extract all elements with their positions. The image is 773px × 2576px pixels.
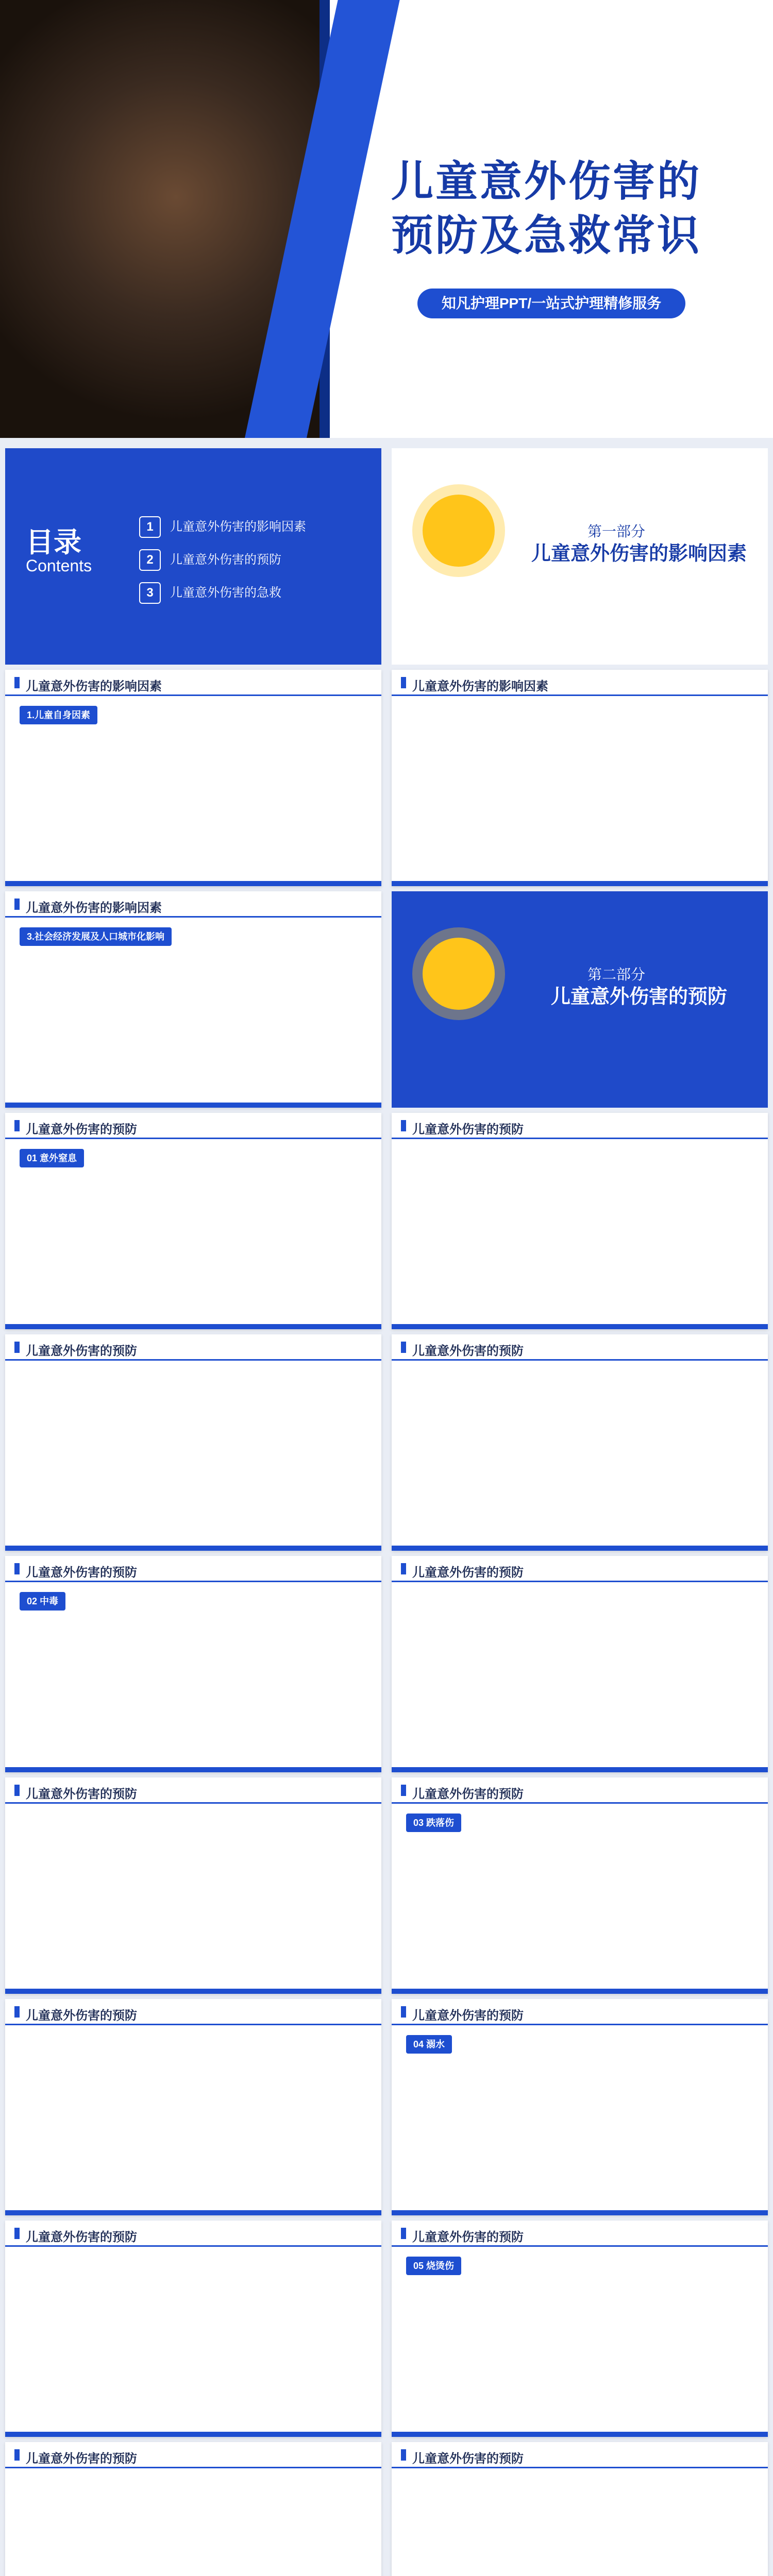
toc-title: 目录: [26, 527, 81, 558]
toc-list: [139, 505, 306, 615]
slide-tag: 1.儿童自身因素: [20, 706, 97, 724]
hero-subtitle: 知凡护理PPT/一站式护理精修服务: [417, 289, 685, 318]
slide-tag: 04 溺水: [406, 2035, 452, 2054]
slide-card: [5, 1556, 381, 1772]
slide-title: 儿童意外伤害的预防: [412, 2452, 524, 2466]
slide-card: [392, 1777, 768, 1994]
section-slide-2: [392, 891, 768, 1108]
slide-card: [392, 2221, 768, 2437]
slide-tag: 03 跌落伤: [406, 1814, 461, 1832]
toc-item[interactable]: 3 儿童意外伤害的急救: [139, 582, 306, 604]
slide-title: 儿童意外伤害的预防: [26, 2230, 137, 2244]
slide-title: 儿童意外伤害的预防: [412, 1123, 524, 1137]
toc-slide: [5, 448, 381, 665]
slide-card: [392, 670, 768, 886]
slide-title: 儿童意外伤害的预防: [412, 1787, 524, 1801]
slide-title: 儿童意外伤害的预防: [26, 1344, 137, 1358]
slide-title: 儿童意外伤害的预防: [412, 1566, 524, 1580]
slide-title: 儿童意外伤害的影响因素: [26, 680, 162, 693]
slide-title: 儿童意外伤害的预防: [26, 1566, 137, 1580]
slide-title: 儿童意外伤害的预防: [26, 2452, 137, 2466]
section-title: 儿童意外伤害的预防: [550, 986, 727, 1008]
slide-tag: 02 中毒: [20, 1592, 65, 1611]
slide-card: [5, 2221, 381, 2437]
slide-title: 儿童意外伤害的预防: [412, 1344, 524, 1358]
hero-slide: [0, 0, 773, 438]
section-title: 儿童意外伤害的影响因素: [531, 543, 747, 565]
section-slide-1: [392, 448, 768, 665]
slide-card: [5, 891, 381, 1108]
sun-icon: [423, 495, 495, 567]
slide-tag: 05 烧烫伤: [406, 2257, 461, 2275]
slide-card: [392, 1556, 768, 1772]
slide-card: [5, 1334, 381, 1551]
slide-title: 儿童意外伤害的预防: [412, 2230, 524, 2244]
slide-card: [392, 1334, 768, 1551]
slide-tag: 3.社会经济发展及人口城市化影响: [20, 927, 172, 946]
section-part: 第二部分: [587, 967, 646, 982]
slide-title: 儿童意外伤害的预防: [26, 2009, 137, 2023]
slide-title: 儿童意外伤害的影响因素: [412, 680, 548, 693]
slide-tag: 01 意外窒息: [20, 1149, 84, 1167]
slide-card: [392, 1999, 768, 2215]
slide-card: [392, 1113, 768, 1329]
sun-icon: [423, 938, 495, 1010]
toc-item[interactable]: 2 儿童意外伤害的预防: [139, 549, 306, 571]
slide-card: [5, 1777, 381, 1994]
slide-card: [5, 670, 381, 886]
slide-card: [5, 1999, 381, 2215]
toc-subtitle: Contents: [26, 556, 92, 575]
slide-title: 儿童意外伤害的预防: [26, 1787, 137, 1801]
slide-title: 儿童意外伤害的预防: [412, 2009, 524, 2023]
toc-item[interactable]: 1 儿童意外伤害的影响因素: [139, 516, 306, 538]
section-part: 第一部分: [587, 523, 646, 539]
hero-title: 儿童意外伤害的 预防及急救常识: [391, 158, 701, 259]
slide-title: 儿童意外伤害的影响因素: [26, 901, 162, 915]
slide-card: [392, 2442, 768, 2576]
slide-title: 儿童意外伤害的预防: [26, 1123, 137, 1137]
slide-card: [5, 2442, 381, 2576]
slide-card: [5, 1113, 381, 1329]
